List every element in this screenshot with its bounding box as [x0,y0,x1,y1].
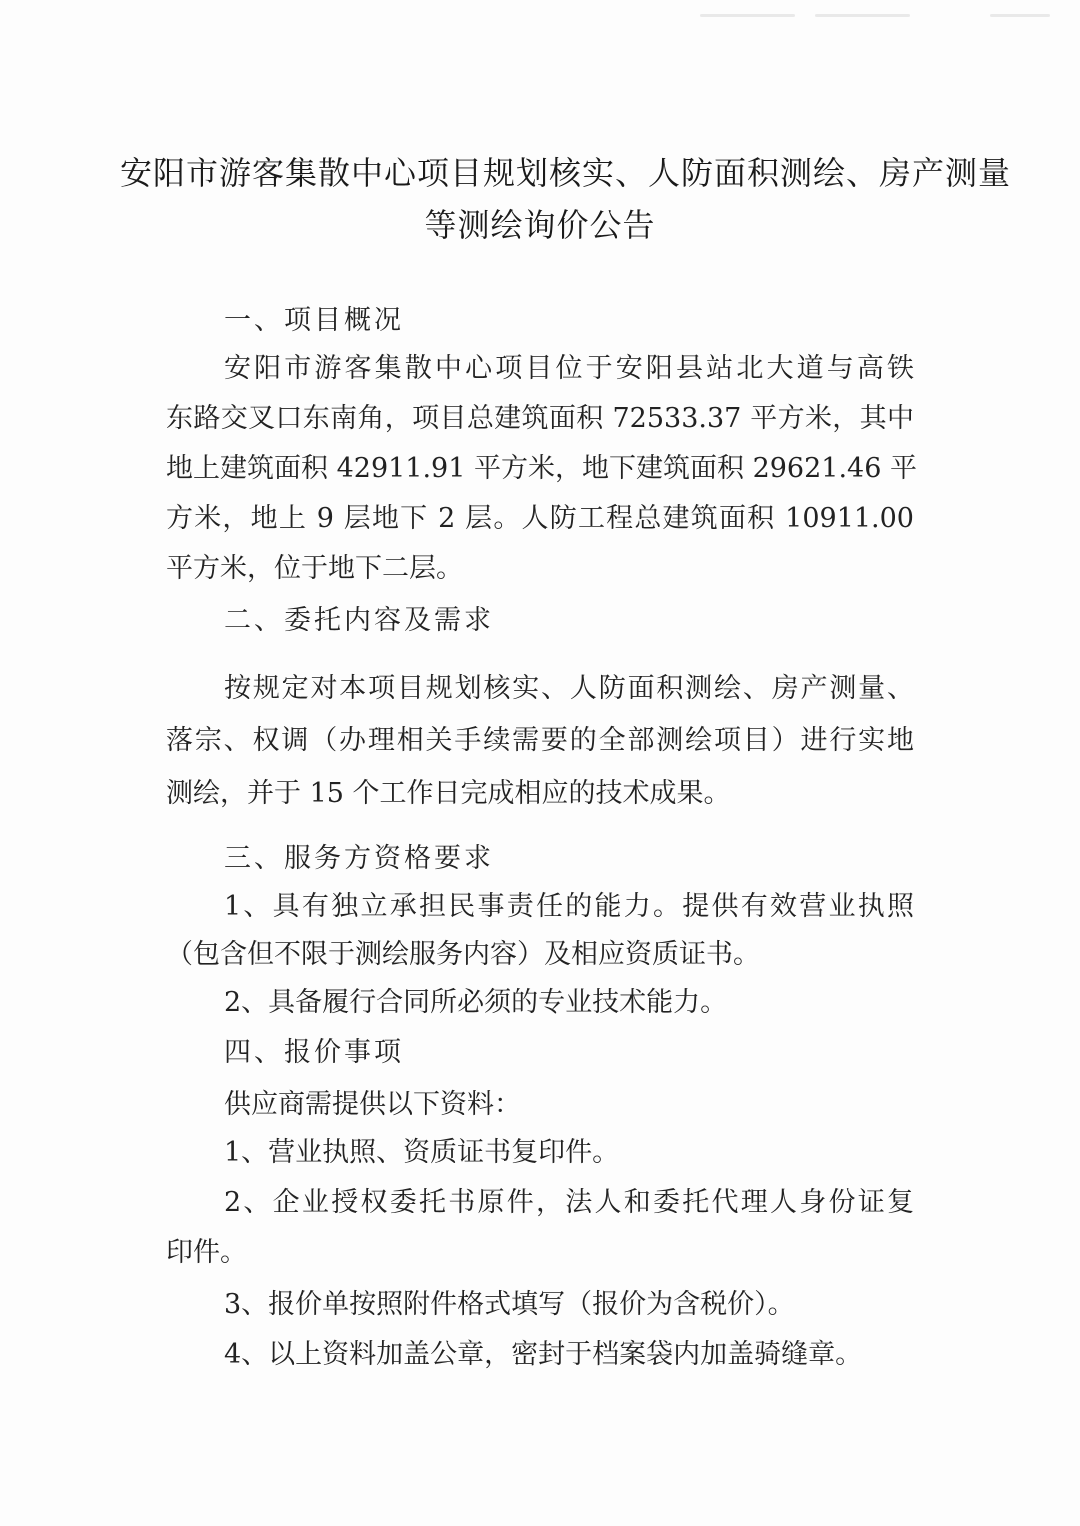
paragraph-line: 地上建筑面积 42911.91 平方米，地下建筑面积 29621.46 平 [166,453,917,484]
paragraph-line: 印件。 [166,1237,247,1268]
paragraph-line: （包含但不限于测绘服务内容）及相应资质证书。 [166,939,760,970]
paragraph-line: 测绘，并于 15 个工作日完成相应的技术成果。 [166,778,731,809]
document-title-line1: 安阳市游客集散中心项目规划核实、人防面积测绘、房产测量 [120,154,1012,192]
paragraph-line: 平方米，位于地下二层。 [166,553,463,584]
paragraph-line: 1、营业执照、资质证书复印件。 [224,1137,620,1168]
paragraph-line: 1、具有独立承担民事责任的能力。提供有效营业执照 [224,891,914,922]
section-heading: 一、项目概况 [224,305,404,336]
section-heading: 三、服务方资格要求 [224,843,494,874]
scan-mark [815,14,910,17]
section-heading: 二、委托内容及需求 [224,605,494,636]
paragraph-line: 安阳市游客集散中心项目位于安阳县站北大道与高铁 [224,353,914,384]
paragraph-line: 方米，地上 9 层地下 2 层。人防工程总建筑面积 10911.00 [166,503,914,534]
paragraph-line: 供应商需提供以下资料： [224,1089,521,1120]
paragraph-line: 2、企业授权委托书原件，法人和委托代理人身份证复 [224,1187,914,1218]
document-title-line2: 等测绘询价公告 [424,206,656,244]
paragraph-line: 按规定对本项目规划核实、人防面积测绘、房产测量、 [224,673,914,704]
paragraph-line: 4、以上资料加盖公章，密封于档案袋内加盖骑缝章。 [224,1339,863,1370]
paragraph-line: 东路交叉口东南角，项目总建筑面积 72533.37 平方米，其中 [166,403,914,434]
scan-mark [990,14,1050,17]
paragraph-line: 3、报价单按照附件格式填写（报价为含税价）。 [224,1289,795,1320]
section-heading: 四、报价事项 [224,1037,404,1068]
paragraph-line: 落宗、权调（办理相关手续需要的全部测绘项目）进行实地 [166,725,914,756]
scan-mark [700,14,795,17]
paragraph-line: 2、具备履行合同所必须的专业技术能力。 [224,987,728,1018]
